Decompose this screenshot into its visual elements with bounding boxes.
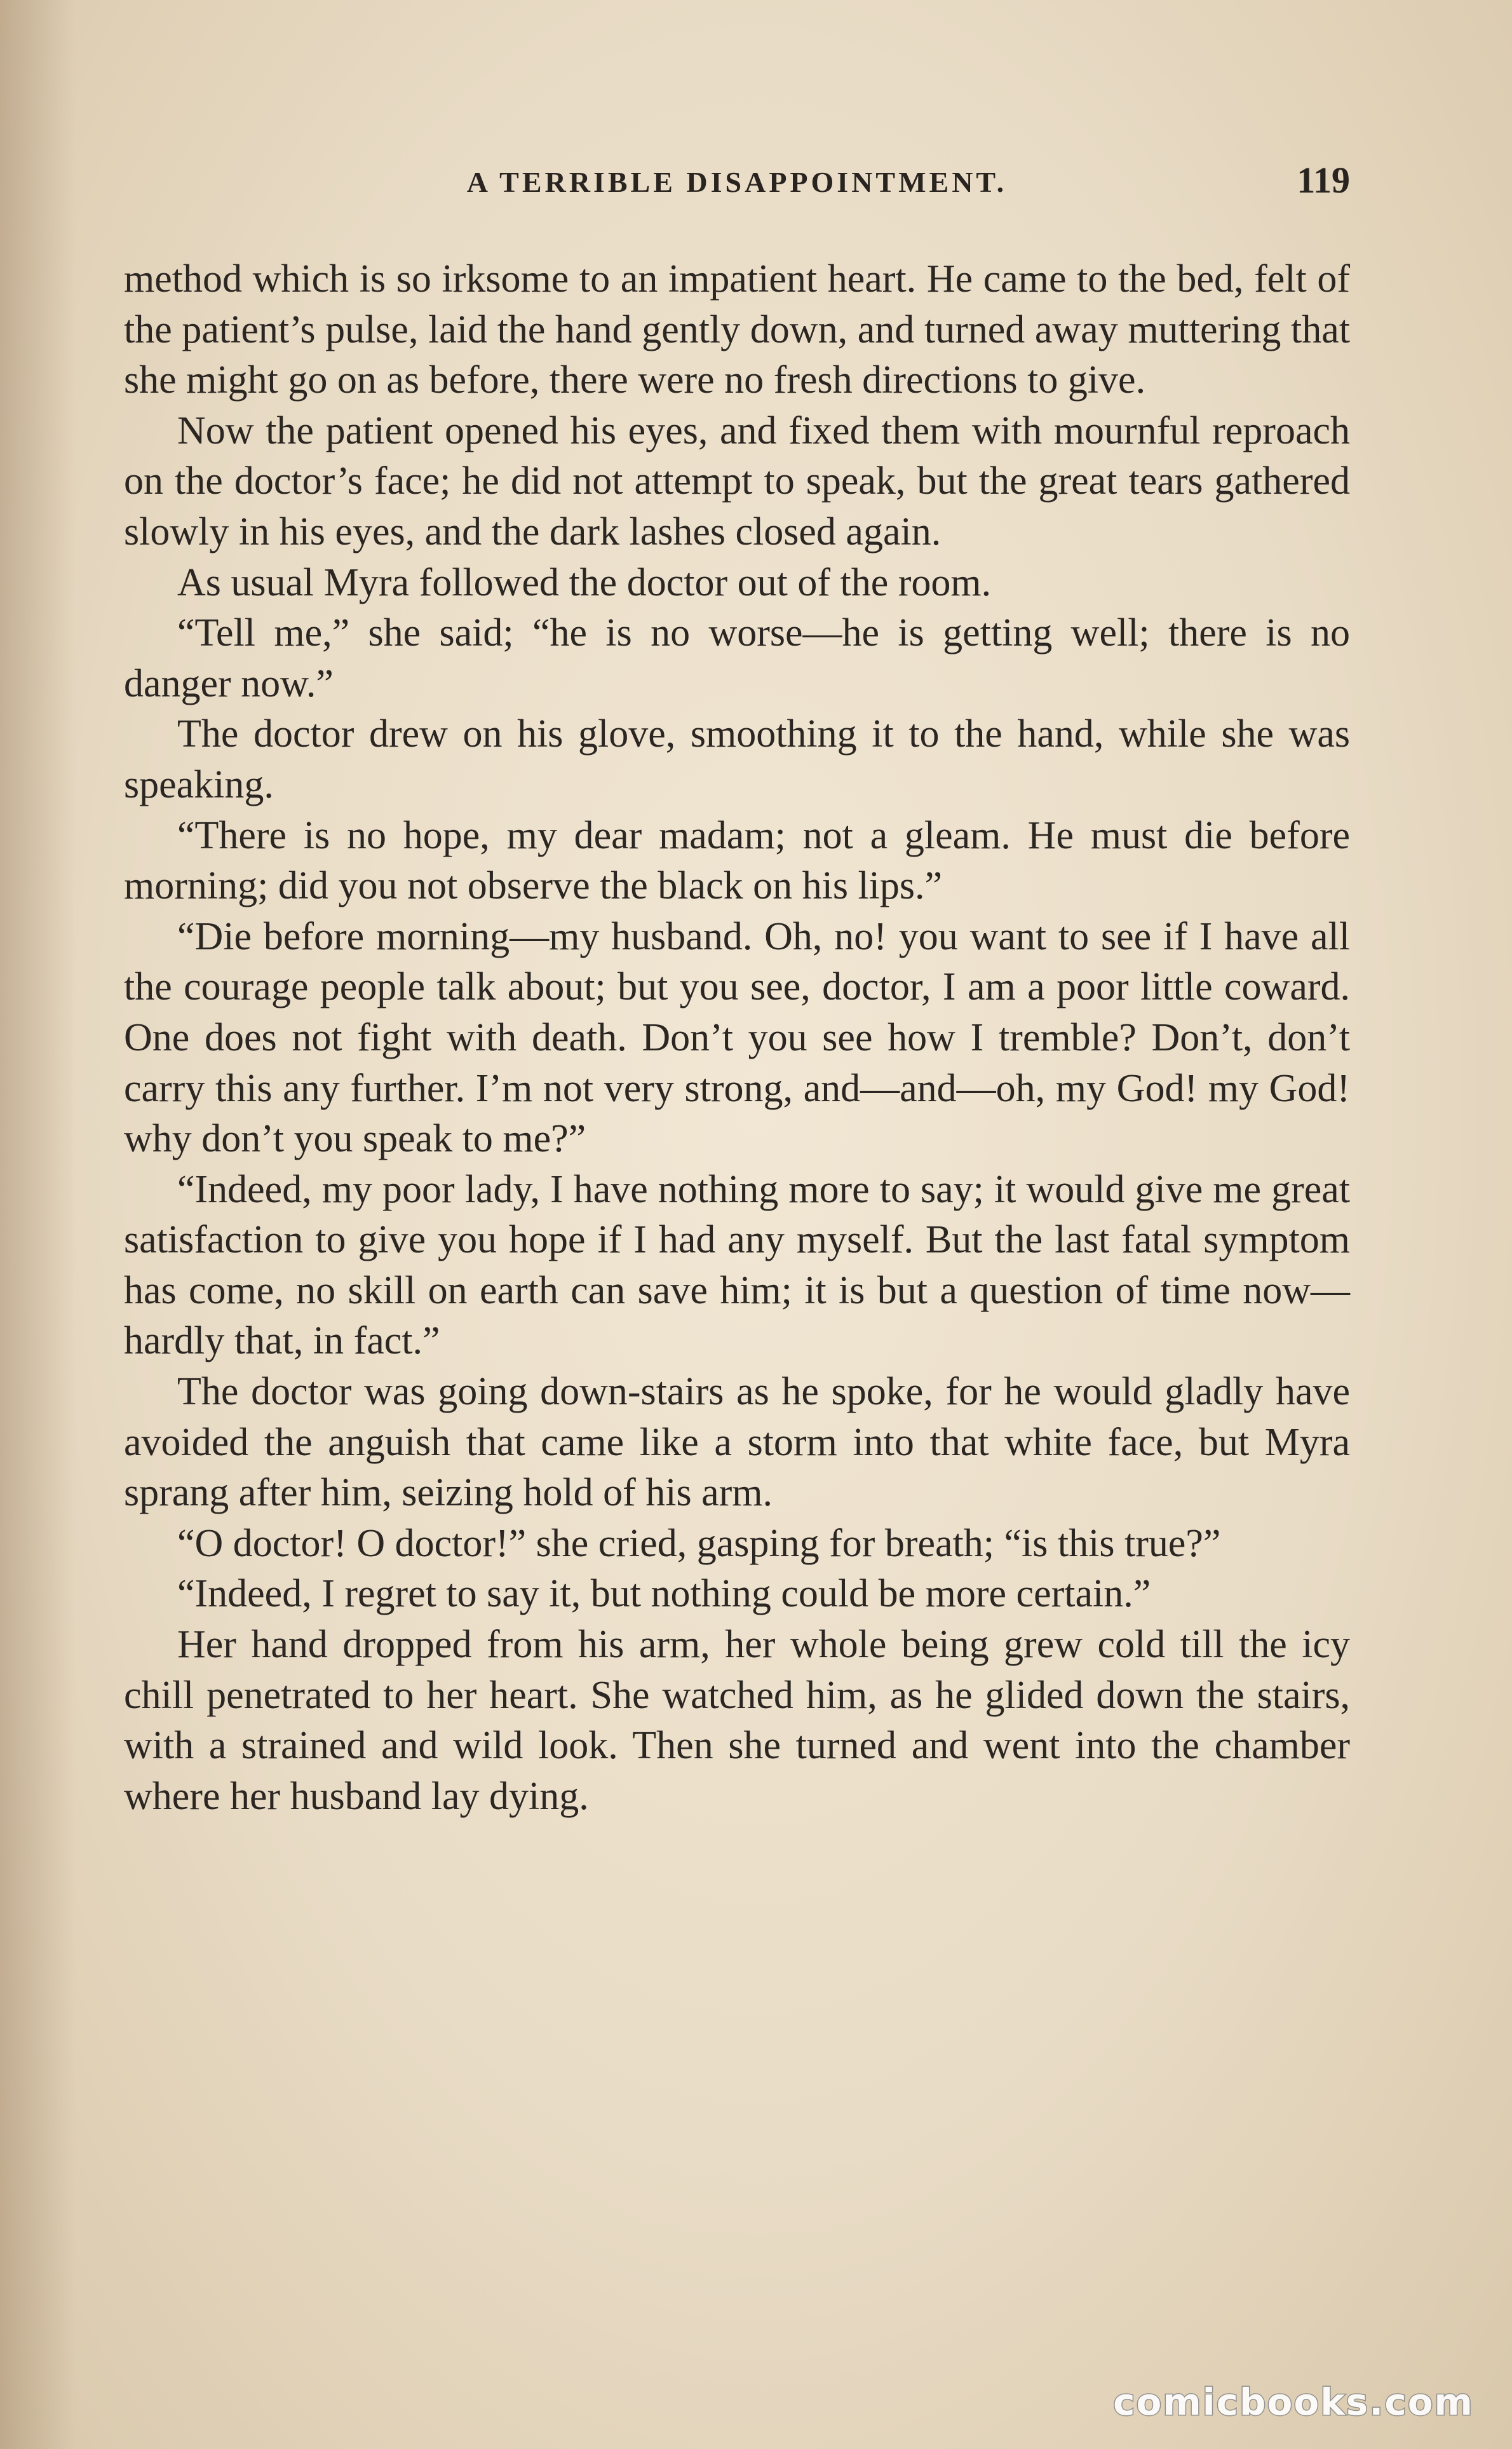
page-edge-shadow <box>0 0 76 2449</box>
page-number: 119 <box>1297 159 1350 201</box>
paragraph: Now the patient opened his eyes, and fixed them with mournful reproach on the doctor’s face; he did not attempt to speak, but the great tears gathered slowly in his eyes, and the dark lashes closed again. <box>124 409 1350 553</box>
paragraph: “Tell me,” she said; “he is no worse—he is getting well; there is no danger now.” <box>124 611 1350 705</box>
paragraph: “O doctor! O doctor!” she cried, gasping for breath; “is this true?” <box>177 1521 1221 1565</box>
paragraph: “Indeed, my poor lady, I have nothing more to say; it would give me great satisfaction to give you hope if I had any myself. But the last fatal symptom has come, no skill on earth can save him; it is but a question of time now—hardly that, in fact.” <box>124 1167 1350 1363</box>
paragraph: The doctor was going down-stairs as he spoke, for he would gladly have avoided the anguish that came like a storm into that white face, but Myra sprang after him, seizing hold of his arm. <box>124 1370 1350 1515</box>
paragraph: “Indeed, I regret to say it, but nothing could be more certain.” <box>177 1572 1151 1616</box>
paragraph: method which is so irksome to an impatient heart. He came to the bed, felt of the patient’s pulse, laid the hand gently down, and turned away muttering that she might go on as before, there were no fresh directions to give. <box>124 257 1350 402</box>
running-head <box>124 159 1350 210</box>
watermark: comicbooks.com <box>1113 2380 1474 2424</box>
paragraph: As usual Myra followed the doctor out of the room. <box>177 560 992 604</box>
running-title: A TERRIBLE DISAPPOINTMENT. <box>466 166 1008 198</box>
paragraph: The doctor drew on his glove, smoothing it to the hand, while she was speaking. <box>124 712 1350 806</box>
paragraph: “There is no hope, my dear madam; not a gleam. He must die before morning; did you not observe the black on his lips.” <box>124 813 1350 908</box>
paragraph: Her hand dropped from his arm, her whole being grew cold till the icy chill penetrated to her heart. She watched him, as he glided down the stairs, with a strained and wild look. Then she turned and went into the chamber where her husband lay dying. <box>124 1623 1350 1818</box>
body-text <box>124 254 1350 1822</box>
paragraph: “Die before morning—my husband. Oh, no! you want to see if I have all the courage people talk about; but you see, doctor, I am a poor little coward. One does not fight with death. Don’t you see how I tremble? Don’t, don’t carry this any further. I’m not very strong, and—and—oh, my God! my God! why don’t you speak to me?” <box>124 914 1350 1161</box>
